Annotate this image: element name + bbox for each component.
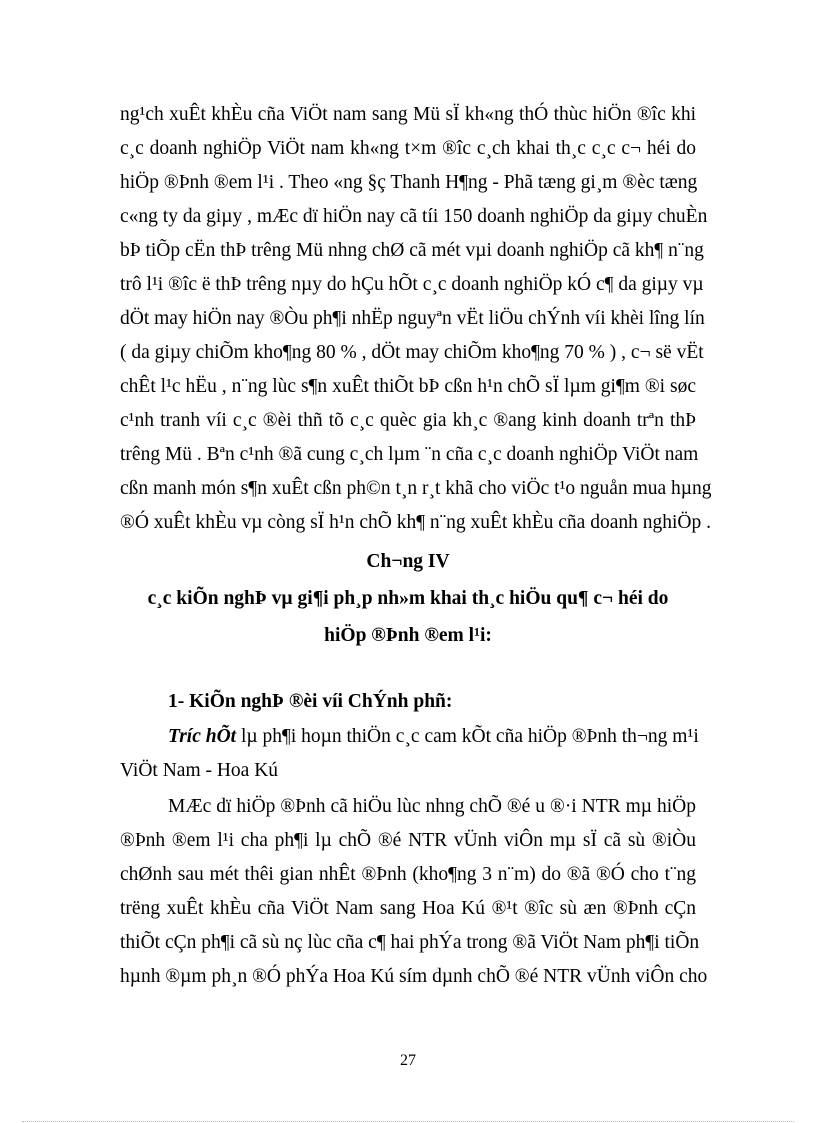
text-line: trêng Mü . Bªn c¹nh ®ã cung c¸ch lµm ¨n cña c¸c doanh nghiÖp ViÖt nam — [120, 444, 699, 465]
page-bottom-divider — [22, 1121, 794, 1122]
text-line: ®Ó xuÊt khÈu vµ còng sÏ h¹n chÕ kh¶ n¨ng xuÊt khÈu cña doanh nghiÖp . — [120, 512, 711, 533]
text-line: c¸c doanh nghiÖp ViÖt nam kh«ng t×m ®îc c¸ch khai th¸c c¸c c¬ héi do — [120, 138, 696, 159]
text-line: chÊt l¹c hËu , n¨ng lùc s¶n xuÊt thiÕt bÞ cßn h¹n chÕ sÏ lµm gi¶m ®i søc — [120, 376, 696, 397]
emphasis-lead: Tríc hÕt — [168, 726, 237, 747]
page-number: 27 — [400, 1052, 416, 1069]
text-line: c¹nh tranh víi c¸c ®èi thñ tõ c¸c quèc gia kh¸c ®ang kinh doanh trªn thÞ — [120, 410, 696, 431]
text-line: chØnh sau mét thêi gian nhÊt ®Þnh (kho¶ng 3 n¨m) do ®ã ®Ó cho t¨ng — [120, 864, 696, 885]
text-line: hµnh ®µm ph¸n ®Ó phÝa Hoa Kú sím dµnh chÕ ®é NTR vÜnh viÔn cho — [120, 966, 708, 987]
chapter-subtitle: c¸c kiÕn nghÞ vµ gi¶i ph¸p nh»m khai th¸c hiÖu qu¶ c¬ héi do — [147, 588, 669, 609]
first-paragraph-line — [168, 723, 699, 751]
text-line: ( da giµy chiÕm kho¶ng 80 % , dÖt may chiÕm kho¶ng 70 % ) , c¬ së vËt — [120, 342, 704, 363]
chapter-subtitle-continued: hiÖp ®Þnh ®em l¹i: — [324, 625, 492, 646]
text-line: ng¹ch xuÊt khÈu cña ViÖt nam sang Mü sÏ kh«ng thÓ thùc hiÖn ®îc khi — [120, 104, 696, 125]
text-line: bÞ tiÕp cËn thÞ trêng Mü nhng chØ cã mét vµi doanh nghiÖp cã kh¶ n¨ng — [120, 240, 704, 261]
text-line: ®Þnh ®em l¹i cha ph¶i lµ chÕ ®é NTR vÜnh viÔn mµ sÏ cã sù ®iÒu — [120, 830, 696, 851]
section-heading: 1- KiÕn nghÞ ®èi víi ChÝnh phñ: — [168, 691, 453, 712]
text-line: cßn manh món s¶n xuÊt cßn ph©n t¸n r¸t khã cho viÖc t¹o nguån mua hµng — [120, 478, 712, 499]
text-line: c«ng ty da giµy , mÆc dï hiÖn nay cã tíi 150 doanh nghiÖp da giµy chuÈn — [120, 206, 708, 227]
first-paragraph-text: lµ ph¶i hoµn thiÖn c¸c cam kÕt cña hiÖp ®Þnh th¬ng m¹i — [240, 726, 699, 747]
text-line: dÖt may hiÖn nay ®Òu ph¶i nhËp nguyªn vËt liÖu chÝnh víi khèi lîng lín — [120, 308, 705, 329]
text-line: hiÖp ®Þnh ®em l¹i . Theo «ng §ç Thanh H¶ng - Phã tæng gi¸m ®èc tæng — [120, 172, 698, 193]
chapter-title: Ch¬ng IV — [366, 551, 450, 572]
text-line: trô l¹i ®îc ë thÞ trêng nµy do hÇu hÕt c¸c doanh nghiÖp kÓ c¶ da giµy vµ — [120, 274, 704, 295]
text-line: MÆc dï hiÖp ®Þnh cã hiÖu lùc nhng chÕ ®é u ®·i NTR mµ hiÖp — [168, 796, 696, 817]
text-line: trëng xuÊt khÈu cña ViÖt Nam sang Hoa Kú ®¹t ®îc sù æn ®Þnh cÇn — [120, 898, 696, 919]
text-line: thiÕt cÇn ph¶i cã sù nç lùc cña c¶ hai phÝa trong ®ã ViÖt Nam ph¶i tiÕn — [120, 932, 700, 953]
text-line: ViÖt Nam - Hoa Kú — [120, 760, 279, 781]
